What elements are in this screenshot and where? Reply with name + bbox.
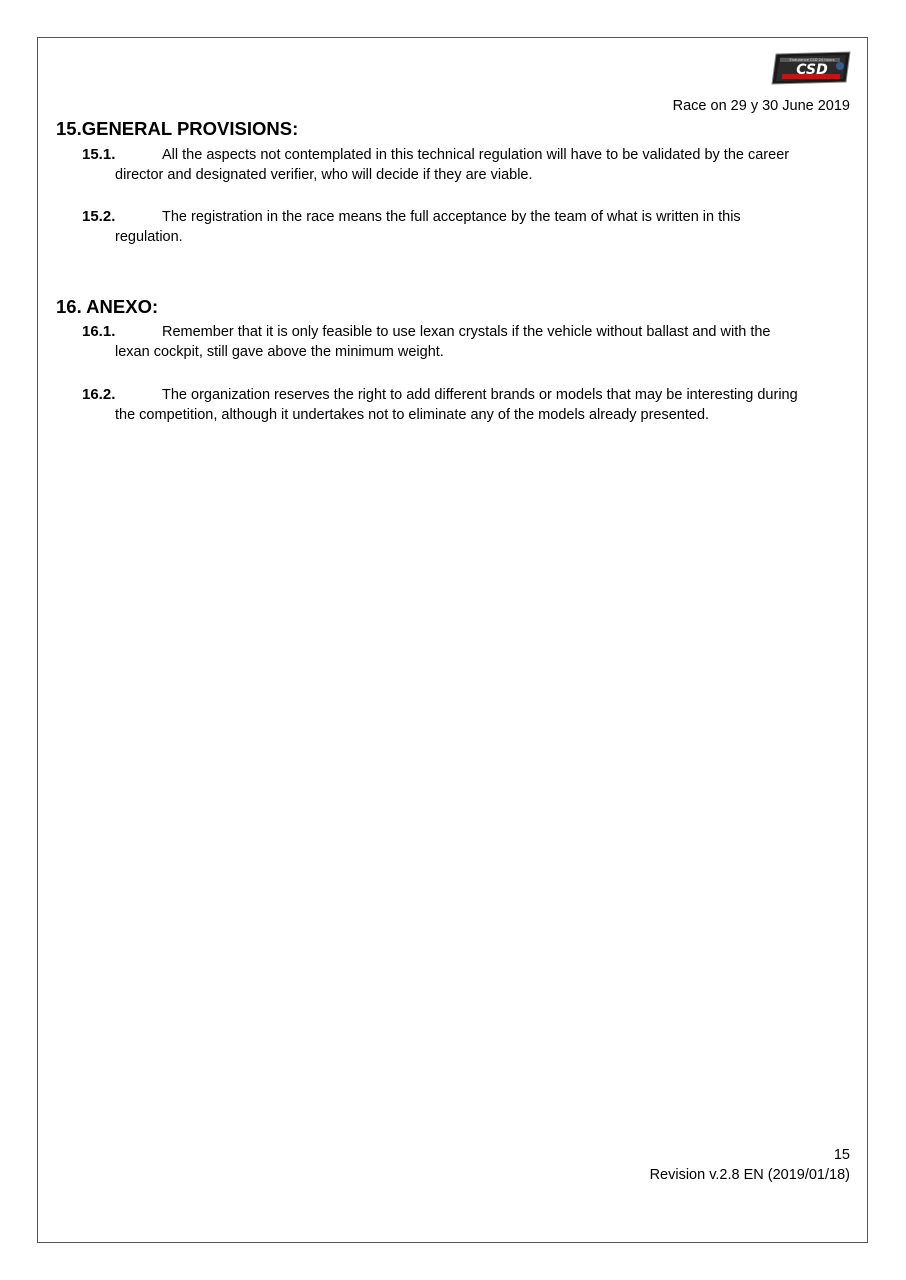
logo-subtext: Endurance CSD 24 hours xyxy=(789,58,835,62)
clause-text-line1: The registration in the race means the full acceptance by the team of what is written in this xyxy=(162,209,741,225)
logo-text: CSD xyxy=(796,62,828,78)
clause-text-line2: lexan cockpit, still gave above the minimum weight. xyxy=(115,344,444,360)
clause-text-line1: All the aspects not contemplated in this technical regulation will have to be validated by the career xyxy=(162,147,790,163)
clause-15-1 xyxy=(82,145,852,185)
clause-16-1 xyxy=(82,322,852,362)
clause-number: 15.1. xyxy=(82,146,116,163)
clause-text-line2: the competition, although it undertakes not to eliminate any of the models already presented. xyxy=(115,407,710,423)
clause-number: 15.2. xyxy=(82,208,116,225)
section-title-general-provisions: 15.GENERAL PROVISIONS: xyxy=(56,118,299,139)
race-date: Race on 29 y 30 June 2019 xyxy=(672,98,850,114)
page-number: 15 xyxy=(833,1147,850,1163)
clause-text-line1: Remember that it is only feasible to use lexan crystals if the vehicle without ballast and with the xyxy=(162,324,771,340)
revision-label: Revision v.2.8 EN (2019/01/18) xyxy=(649,1167,850,1183)
clause-text-line2: regulation. xyxy=(115,229,183,245)
clause-16-2 xyxy=(82,385,852,425)
clause-text-line2: director and designated verifier, who will decide if they are viable. xyxy=(115,167,533,183)
clause-text-line1: The organization reserves the right to add different brands or models that may be interesting during xyxy=(162,387,798,403)
section-title-anexo: 16. ANEXO: xyxy=(56,296,159,317)
clause-number: 16.1. xyxy=(82,323,116,340)
clause-number: 16.2. xyxy=(82,386,116,403)
csd-logo xyxy=(770,50,852,86)
clause-15-2 xyxy=(82,207,852,247)
